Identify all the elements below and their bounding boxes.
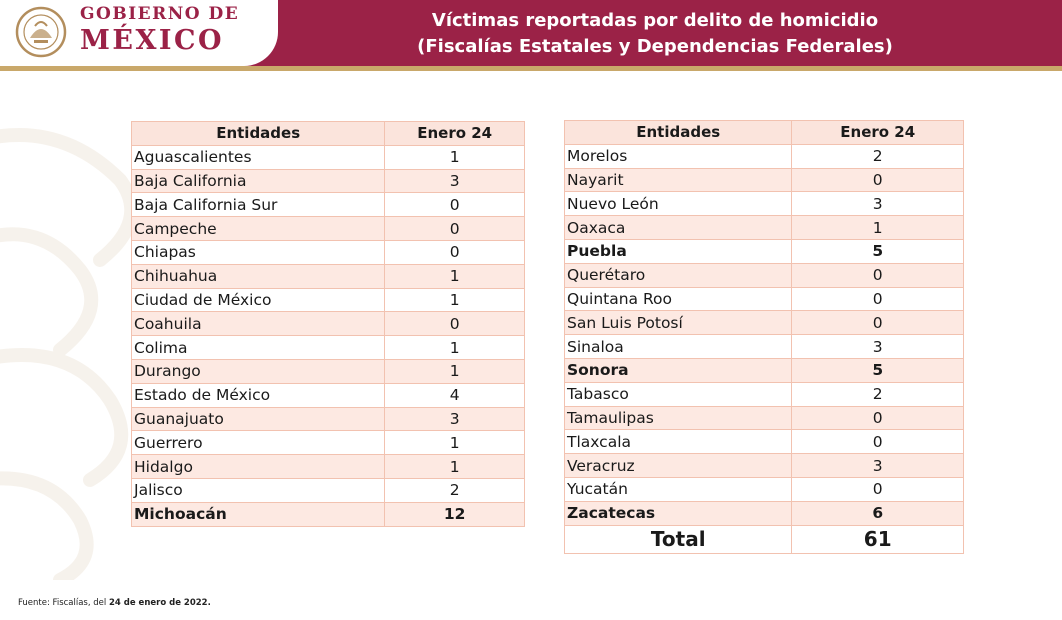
entity-name-cell: Veracruz <box>565 454 792 478</box>
victim-count-cell: 0 <box>792 406 964 430</box>
entity-name-cell: Morelos <box>565 144 792 168</box>
entity-name-cell: Zacatecas <box>565 501 792 525</box>
national-seal-icon <box>12 6 70 58</box>
table-row <box>565 382 964 406</box>
victim-count-cell: 2 <box>385 478 525 502</box>
victim-count-cell: 12 <box>385 502 525 526</box>
table-row <box>132 431 525 455</box>
table-row <box>132 169 525 193</box>
victim-count-cell: 0 <box>792 168 964 192</box>
logo-panel <box>0 0 278 66</box>
table-row <box>565 168 964 192</box>
entity-name-cell: Tabasco <box>565 382 792 406</box>
victim-count-cell: 1 <box>792 216 964 240</box>
table-row <box>565 501 964 525</box>
victim-count-cell: 3 <box>385 407 525 431</box>
header-gold-stripe <box>0 66 1062 71</box>
victim-count-cell: 4 <box>385 383 525 407</box>
table-row <box>132 478 525 502</box>
table-row <box>132 264 525 288</box>
victim-count-cell: 2 <box>792 144 964 168</box>
table-row <box>132 193 525 217</box>
entity-name-cell: Baja California Sur <box>132 193 385 217</box>
table-row <box>565 216 964 240</box>
entity-name-cell: Nuevo León <box>565 192 792 216</box>
entity-name-cell: Hidalgo <box>132 455 385 479</box>
source-footnote <box>18 598 211 608</box>
entity-name-cell: Querétaro <box>565 263 792 287</box>
table-row <box>565 406 964 430</box>
victim-count-cell: 0 <box>792 311 964 335</box>
entity-name-cell: Sonora <box>565 358 792 382</box>
table-right <box>564 120 964 554</box>
victim-count-cell: 1 <box>385 431 525 455</box>
footnote-date: 24 de enero de 2022. <box>108 598 211 608</box>
entity-name-cell: Baja California <box>132 169 385 193</box>
table-row <box>132 145 525 169</box>
table-row <box>132 359 525 383</box>
table-row <box>132 312 525 336</box>
entity-name-cell: Ciudad de México <box>132 288 385 312</box>
table-left <box>131 121 525 527</box>
page-title-line-1: Víctimas reportadas por delito de homicidio <box>431 10 879 31</box>
table-row <box>132 217 525 241</box>
victim-count-cell: 3 <box>792 192 964 216</box>
victim-count-cell: 1 <box>385 264 525 288</box>
entity-name-cell: Coahuila <box>132 312 385 336</box>
entity-name-cell: Chiapas <box>132 240 385 264</box>
entity-name-cell: San Luis Potosí <box>565 311 792 335</box>
victim-count-cell: 1 <box>385 455 525 479</box>
victim-count-cell: 1 <box>385 336 525 360</box>
table-header-row <box>132 122 525 146</box>
victim-count-cell: 1 <box>385 288 525 312</box>
victim-count-cell: 2 <box>792 382 964 406</box>
page-title-line-2: (Fiscalías Estatales y Dependencias Federales) <box>417 36 893 57</box>
table-row <box>565 287 964 311</box>
entity-name-cell: Guerrero <box>132 431 385 455</box>
victim-count-cell: 0 <box>385 193 525 217</box>
victim-count-cell: 0 <box>385 312 525 336</box>
table-row <box>132 336 525 360</box>
entity-name-cell: Colima <box>132 336 385 360</box>
entity-name-cell: Aguascalientes <box>132 145 385 169</box>
table-right-body <box>565 144 964 553</box>
total-row <box>565 525 964 553</box>
column-header-entidades: Entidades <box>132 122 385 146</box>
table-row <box>565 239 964 263</box>
entity-name-cell: Oaxaca <box>565 216 792 240</box>
victim-count-cell: 1 <box>385 359 525 383</box>
entity-name-cell: Durango <box>132 359 385 383</box>
victim-count-cell: 0 <box>792 287 964 311</box>
entity-name-cell: Estado de México <box>132 383 385 407</box>
victim-count-cell: 5 <box>792 358 964 382</box>
victim-count-cell: 5 <box>792 239 964 263</box>
column-header-entidades: Entidades <box>565 121 792 145</box>
footnote-prefix: Fuente: Fiscalías, del <box>18 598 109 608</box>
table-row <box>565 430 964 454</box>
victim-count-cell: 0 <box>792 263 964 287</box>
table-row <box>132 407 525 431</box>
table-left-body <box>132 145 525 526</box>
victim-count-cell: 3 <box>792 454 964 478</box>
entity-name-cell: Michoacán <box>132 502 385 526</box>
table-row <box>565 311 964 335</box>
logo-line-1: GOBIERNO DE <box>80 4 240 24</box>
table-row <box>565 192 964 216</box>
table-row <box>132 455 525 479</box>
entity-name-cell: Puebla <box>565 239 792 263</box>
victim-count-cell: 6 <box>792 501 964 525</box>
victim-count-cell: 0 <box>792 430 964 454</box>
total-label: Total <box>565 525 792 553</box>
column-header-enero-24: Enero 24 <box>792 121 964 145</box>
entity-name-cell: Sinaloa <box>565 335 792 359</box>
table-row <box>132 240 525 264</box>
entity-name-cell: Tlaxcala <box>565 430 792 454</box>
victim-count-cell: 3 <box>385 169 525 193</box>
table-row <box>565 144 964 168</box>
logo-line-2: MÉXICO <box>80 25 225 56</box>
table-header-row <box>565 121 964 145</box>
page-title <box>330 8 980 60</box>
table-row <box>132 288 525 312</box>
table-row <box>565 358 964 382</box>
table-row <box>132 502 525 526</box>
victim-count-cell: 3 <box>792 335 964 359</box>
entity-name-cell: Nayarit <box>565 168 792 192</box>
entity-name-cell: Yucatán <box>565 477 792 501</box>
table-row <box>565 477 964 501</box>
table-row <box>565 263 964 287</box>
entity-name-cell: Campeche <box>132 217 385 241</box>
victim-count-cell: 0 <box>385 240 525 264</box>
entity-name-cell: Chihuahua <box>132 264 385 288</box>
column-header-enero-24: Enero 24 <box>385 122 525 146</box>
table-row <box>565 454 964 478</box>
entity-name-cell: Quintana Roo <box>565 287 792 311</box>
victim-count-cell: 0 <box>792 477 964 501</box>
entity-name-cell: Jalisco <box>132 478 385 502</box>
logo-wordmark <box>80 6 239 54</box>
table-row <box>132 383 525 407</box>
total-value: 61 <box>792 525 964 553</box>
entity-name-cell: Guanajuato <box>132 407 385 431</box>
table-row <box>565 335 964 359</box>
victim-count-cell: 0 <box>385 217 525 241</box>
victim-count-cell: 1 <box>385 145 525 169</box>
entity-name-cell: Tamaulipas <box>565 406 792 430</box>
